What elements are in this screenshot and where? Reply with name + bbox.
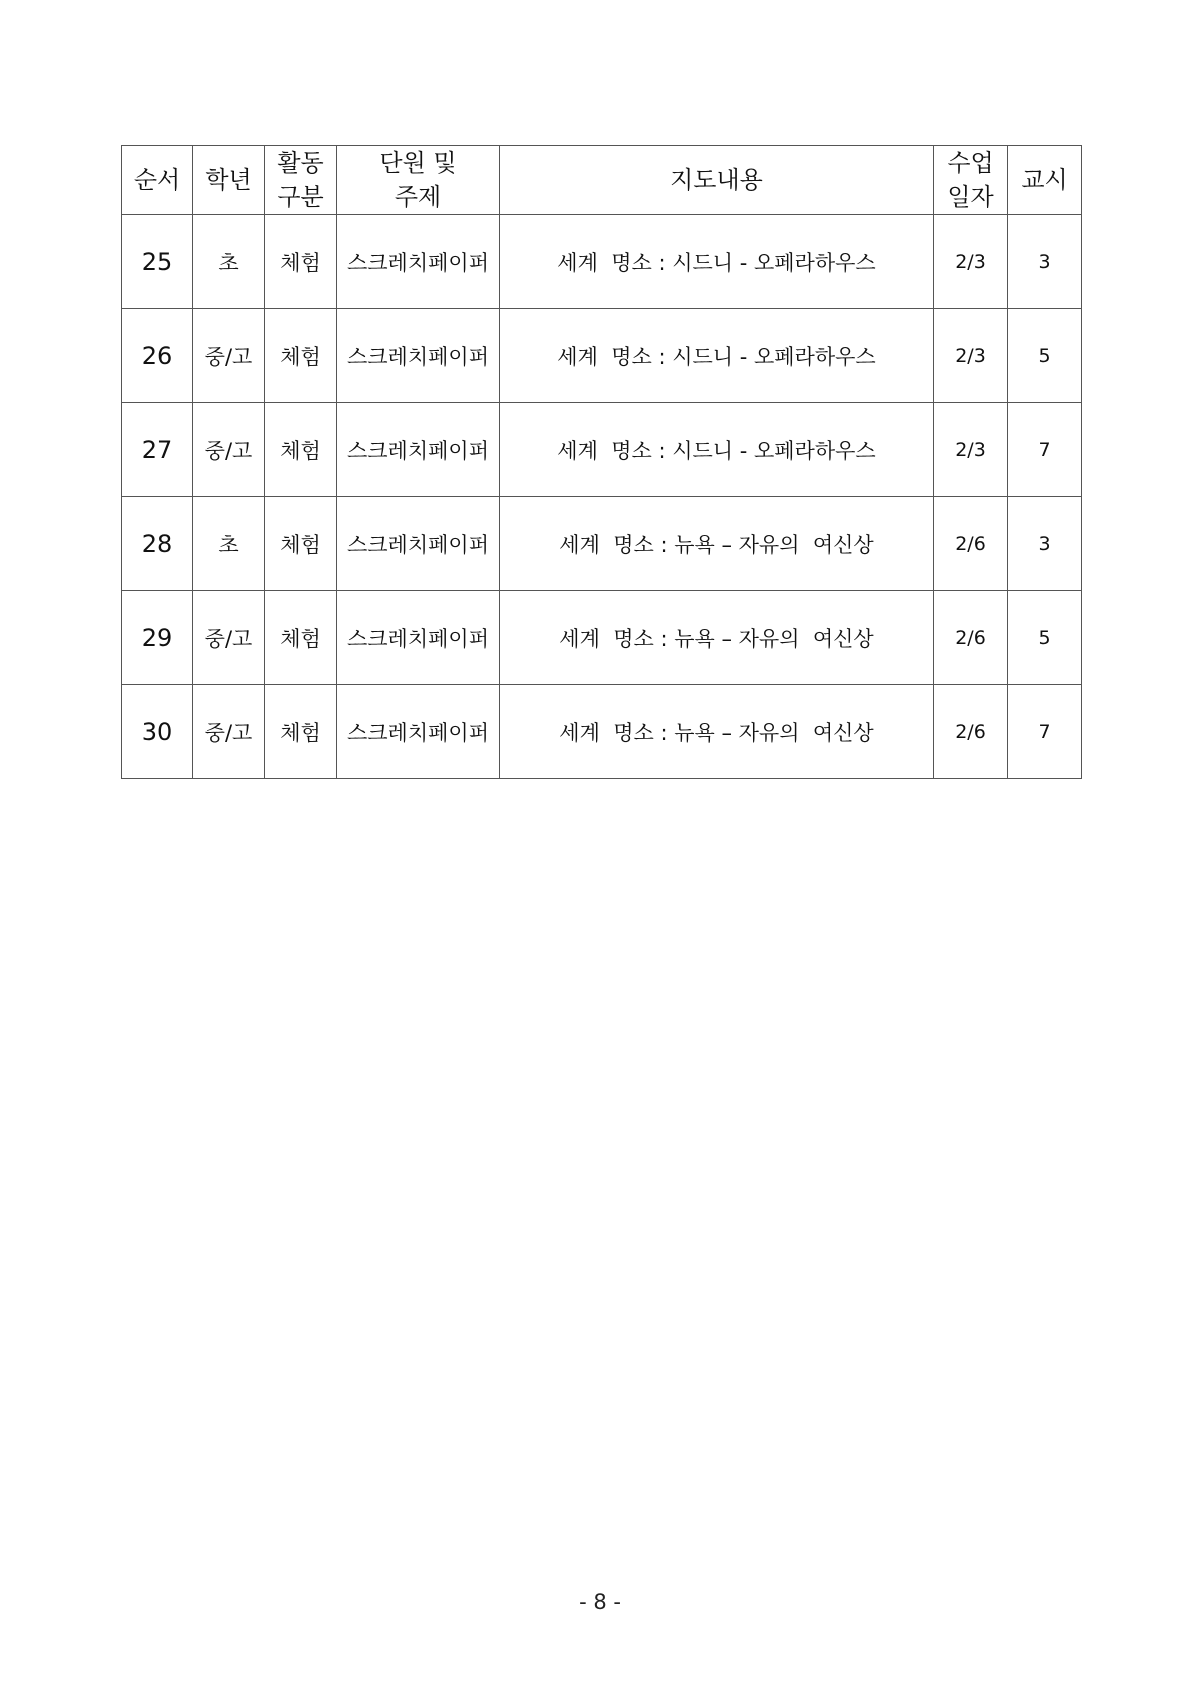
cell-period: 7 <box>1008 403 1082 497</box>
cell-period: 7 <box>1008 685 1082 779</box>
cell-activity: 체험 <box>265 497 337 591</box>
cell-date: 2/3 <box>934 215 1008 309</box>
cell-content: 세계 명소 : 시드니 - 오페라하우스 <box>500 215 934 309</box>
table-row <box>122 497 1082 591</box>
cell-grade: 중/고 <box>193 685 265 779</box>
cell-order: 26 <box>122 309 193 403</box>
cell-order: 25 <box>122 215 193 309</box>
cell-unit: 스크레치페이퍼 <box>337 591 500 685</box>
cell-unit: 스크레치페이퍼 <box>337 215 500 309</box>
header-period: 교시 <box>1008 146 1082 215</box>
cell-period: 3 <box>1008 215 1082 309</box>
cell-unit: 스크레치페이퍼 <box>337 685 500 779</box>
cell-content: 세계 명소 : 뉴욕 – 자유의 여신상 <box>500 497 934 591</box>
cell-unit: 스크레치페이퍼 <box>337 497 500 591</box>
table-header-row <box>122 146 1082 215</box>
table-row <box>122 591 1082 685</box>
cell-order: 27 <box>122 403 193 497</box>
header-activity-line1: 활동 <box>277 149 324 177</box>
cell-grade: 중/고 <box>193 591 265 685</box>
cell-activity: 체험 <box>265 591 337 685</box>
header-activity <box>265 146 337 215</box>
cell-activity: 체험 <box>265 685 337 779</box>
cell-date: 2/6 <box>934 591 1008 685</box>
cell-date: 2/6 <box>934 685 1008 779</box>
cell-activity: 체험 <box>265 215 337 309</box>
cell-content: 세계 명소 : 시드니 - 오페라하우스 <box>500 309 934 403</box>
header-date <box>934 146 1008 215</box>
page-number: - 8 - <box>579 1590 621 1614</box>
header-grade: 학년 <box>193 146 265 215</box>
cell-content: 세계 명소 : 뉴욕 – 자유의 여신상 <box>500 591 934 685</box>
header-order: 순서 <box>122 146 193 215</box>
cell-activity: 체험 <box>265 309 337 403</box>
cell-content: 세계 명소 : 시드니 - 오페라하우스 <box>500 403 934 497</box>
cell-grade: 중/고 <box>193 403 265 497</box>
schedule-table <box>121 145 1082 779</box>
header-date-line1: 수업 <box>947 149 994 177</box>
header-unit <box>337 146 500 215</box>
cell-activity: 체험 <box>265 403 337 497</box>
header-content: 지도내용 <box>500 146 934 215</box>
table-row <box>122 215 1082 309</box>
cell-period: 5 <box>1008 309 1082 403</box>
cell-grade: 초 <box>193 497 265 591</box>
cell-grade: 초 <box>193 215 265 309</box>
cell-order: 28 <box>122 497 193 591</box>
table-row <box>122 403 1082 497</box>
cell-unit: 스크레치페이퍼 <box>337 309 500 403</box>
header-unit-line2: 주제 <box>394 183 442 211</box>
cell-grade: 중/고 <box>193 309 265 403</box>
cell-period: 3 <box>1008 497 1082 591</box>
cell-order: 30 <box>122 685 193 779</box>
cell-content: 세계 명소 : 뉴욕 – 자유의 여신상 <box>500 685 934 779</box>
header-activity-line2: 구분 <box>277 183 324 211</box>
cell-order: 29 <box>122 591 193 685</box>
cell-period: 5 <box>1008 591 1082 685</box>
cell-date: 2/3 <box>934 309 1008 403</box>
cell-date: 2/3 <box>934 403 1008 497</box>
table-row <box>122 309 1082 403</box>
cell-unit: 스크레치페이퍼 <box>337 403 500 497</box>
header-unit-line1: 단원 및 <box>379 149 457 177</box>
header-date-line2: 일자 <box>947 183 994 211</box>
table-row <box>122 685 1082 779</box>
cell-date: 2/6 <box>934 497 1008 591</box>
